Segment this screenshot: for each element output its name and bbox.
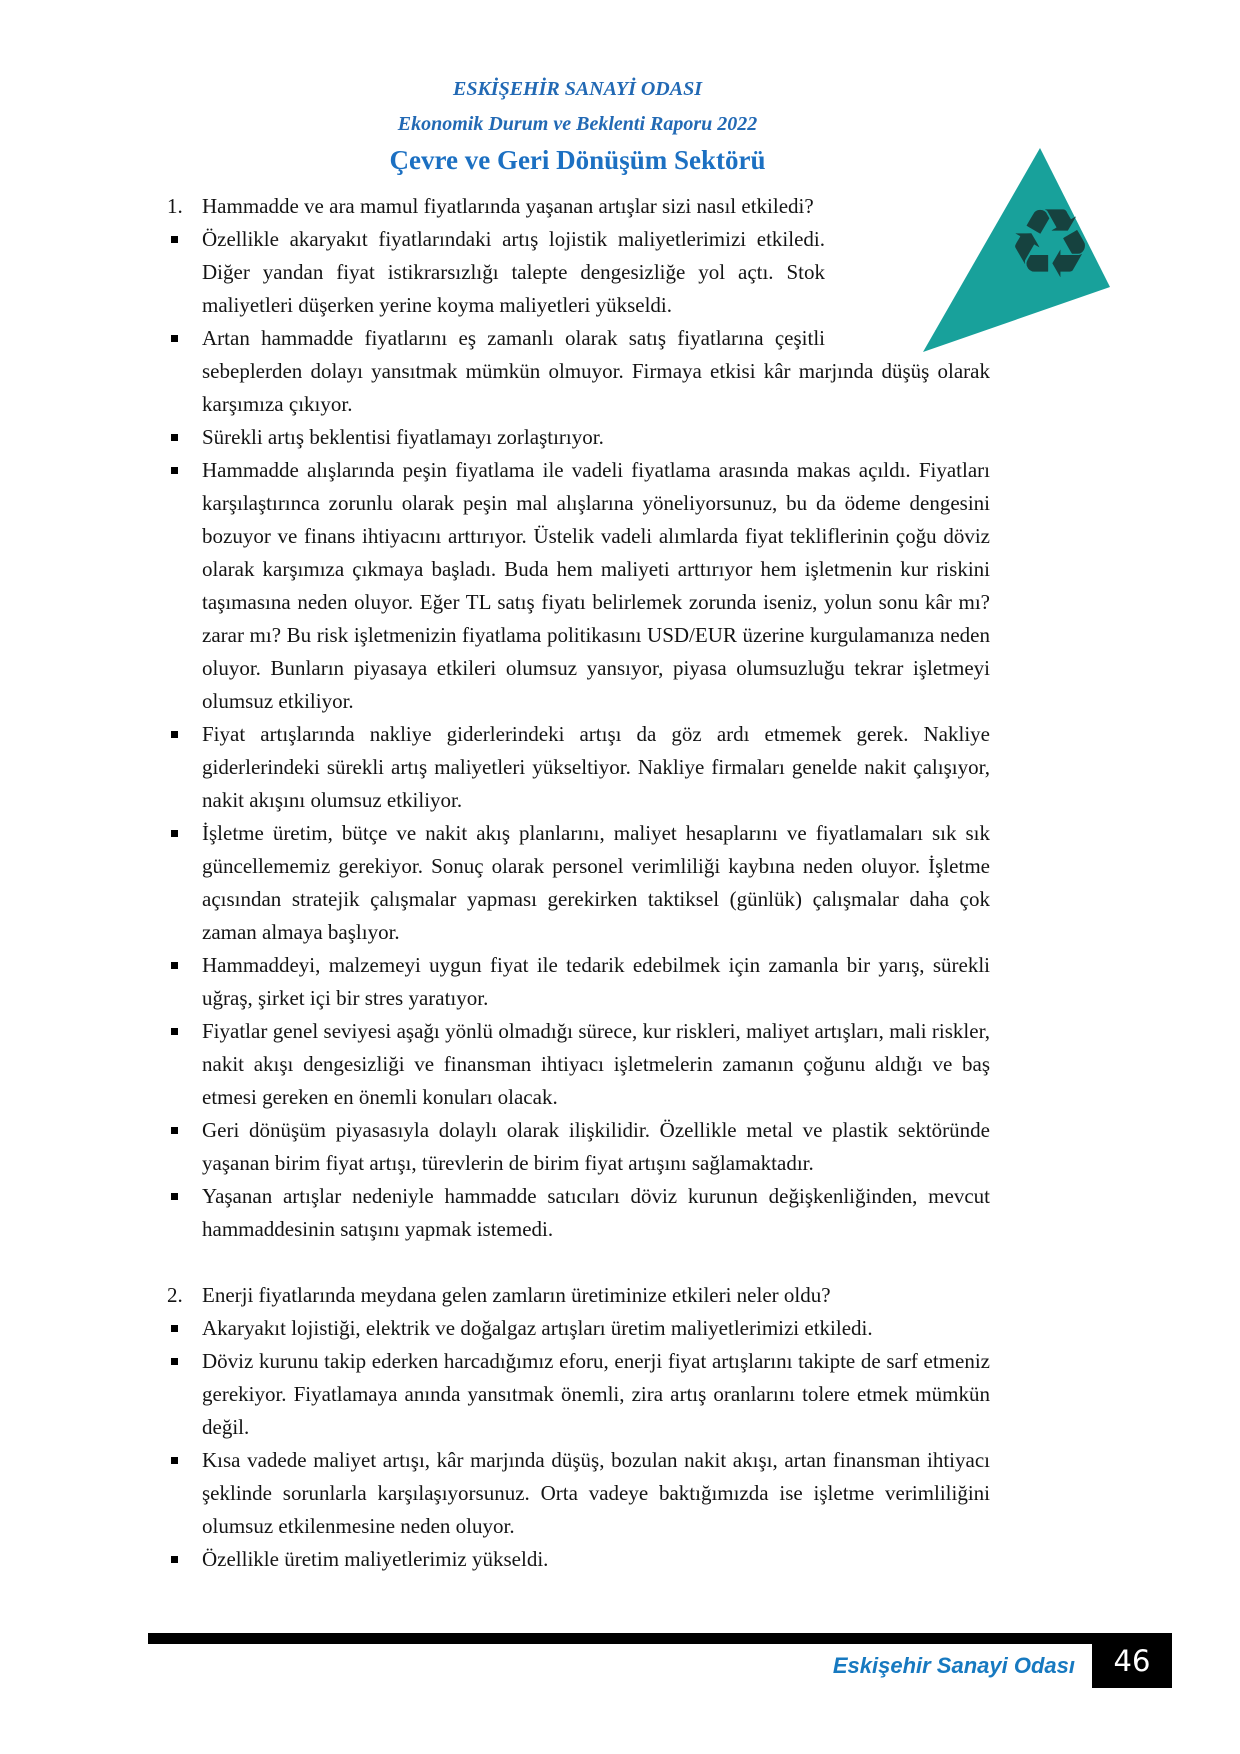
square-bullet-icon xyxy=(171,1028,178,1035)
question-number: 1. xyxy=(167,194,183,218)
list-item xyxy=(165,1543,990,1576)
square-bullet-icon xyxy=(171,335,178,342)
bullet-text: Yaşanan artışlar nedeniyle hammadde satıcıları döviz kurunun değişkenliğinden, mevcut hammaddesinin satışını yapmak istemedi. xyxy=(202,1184,990,1241)
list-item xyxy=(165,949,990,1015)
list-item xyxy=(165,1444,990,1543)
report-name: Ekonomik Durum ve Beklenti Raporu 2022 xyxy=(397,113,758,135)
list-item xyxy=(165,1114,990,1180)
square-bullet-icon xyxy=(171,1358,178,1365)
square-bullet-icon xyxy=(171,962,178,969)
footer-rule xyxy=(148,1633,1092,1644)
list-item xyxy=(165,1345,990,1444)
square-bullet-icon xyxy=(171,1193,178,1200)
footer-organization: Eskişehir Sanayi Odası xyxy=(832,1653,1075,1678)
question-number: 2. xyxy=(167,1283,183,1307)
question-item xyxy=(165,190,990,223)
square-bullet-icon xyxy=(171,1325,178,1332)
page-number-badge xyxy=(1092,1633,1172,1688)
list-item xyxy=(165,454,990,718)
document-header xyxy=(165,72,990,142)
bullet-text: Kısa vadede maliyet artışı, kâr marjında düşüş, bozulan nakit akışı, artan finansman ihtiyacı şeklinde sorunlarla karşılaşıyorsunuz. Orta vadeye baktığımızda ise işletme verimliliğini olumsuz etkilenmesine neden oluyor. xyxy=(202,1448,990,1538)
organization-name: ESKİŞEHİR SANAYİ ODASI xyxy=(452,78,702,100)
list-item xyxy=(165,223,990,322)
bullet-text: Akaryakıt lojistiği, elektrik ve doğalgaz artışları üretim maliyetlerimizi etkiledi. xyxy=(202,1316,873,1340)
square-bullet-icon xyxy=(171,467,178,474)
bullet-text: İşletme üretim, bütçe ve nakit akış planlarını, maliyet hesaplarını ve fiyatlamaları sık sık güncellememiz gerekiyor. Sonuç olarak personel verimliliği kaybına neden oluyor. İşletme açısından stratejik çalışmalar yapması gerekirken taktiksel (günlük) çalışmalar daha çok zaman almaya başlıyor. xyxy=(202,821,990,944)
square-bullet-icon xyxy=(171,1127,178,1134)
square-bullet-icon xyxy=(171,830,178,837)
bullet-text: Fiyatlar genel seviyesi aşağı yönlü olmadığı sürece, kur riskleri, maliyet artışları, mali riskler, nakit akışı dengesizliği ve finansman ihtiyacı işletmelerin zamanın çoğunu aldığı ve baş etmesi gereken en önemli konuları olacak. xyxy=(202,1019,990,1109)
page-title: Çevre ve Geri Dönüşüm Sektörü xyxy=(389,145,766,175)
bullet-text: Özellikle üretim maliyetlerimiz yükseldi. xyxy=(202,1547,549,1571)
bullet-text: Artan hammadde fiyatlarını eş zamanlı olarak satış fiyatlarına çeşitli sebeplerden dolayı yansıtmak mümkün olmuyor. Firmaya etkisi kâr marjında düşüş olarak karşımıza çıkıyor. xyxy=(202,326,990,416)
square-bullet-icon xyxy=(171,434,178,441)
question-text: Enerji fiyatlarında meydana gelen zamların üretiminize etkileri neler oldu? xyxy=(202,1283,831,1307)
bullet-text: Geri dönüşüm piyasasıyla dolaylı olarak ilişkilidir. Özellikle metal ve plastik sektöründe yaşanan birim fiyat artışı, türevlerin de birim fiyat artışını sağlamaktadır. xyxy=(202,1118,990,1175)
bullet-text: Fiyat artışlarında nakliye giderlerindeki artışı da göz ardı etmemek gerek. Nakliye giderlerindeki sürekli artış maliyetleri yükseltiyor. Nakliye firmaları genelde nakit çalışıyor, nakit akışını olumsuz etkiliyor. xyxy=(202,722,990,812)
content-column xyxy=(165,190,990,1576)
list-item xyxy=(165,1312,990,1345)
list-item xyxy=(165,421,990,454)
bullet-text: Sürekli artış beklentisi fiyatlamayı zorlaştırıyor. xyxy=(202,425,604,449)
list-item xyxy=(165,1015,990,1114)
bullet-text: Döviz kurunu takip ederken harcadığımız eforu, enerji fiyat artışlarını takipte de sarf etmeniz gerekiyor. Fiyatlamaya anında yansıtmak önemli, zira artış oranlarını tolere etmek mümkün değil. xyxy=(202,1349,990,1439)
bullet-text: Hammaddeyi, malzemeyi uygun fiyat ile tedarik edebilmek için zamanla bir yarış, sürekli uğraş, şirket içi bir stres yaratıyor. xyxy=(202,953,990,1010)
page-number: 46 xyxy=(1113,1643,1151,1678)
square-bullet-icon xyxy=(171,236,178,243)
list-item xyxy=(165,1180,990,1246)
square-bullet-icon xyxy=(171,1457,178,1464)
recycle-icon: ♻ xyxy=(1006,188,1094,300)
bullet-text: Hammadde alışlarında peşin fiyatlama ile vadeli fiyatlama arasında makas açıldı. Fiyatları karşılaştırınca zorunlu olarak peşin mal alışlarına yöneliyorsunuz, bu da ödeme dengesini bozuyor ve finans ihtiyacını arttırıyor. Üstelik vadeli alımlarda fiyat tekliflerinin çoğu döviz olarak karşımıza çıkmaya başladı. Buda hem maliyeti arttırıyor hem işletmenin kur riskini taşımasına neden oluyor. Eğer TL satış fiyatı belirlemek zorunda iseniz, yolun sonu kâr mı? zarar mı? Bu risk işletmenizin fiyatlama politikasını USD/EUR üzerine kurgulamanıza neden oluyor. Bunların piyasaya etkileri olumsuz yansıyor, piyasa olumsuzluğu tekrar işletmeyi olumsuz etkiliyor. xyxy=(202,458,990,713)
list-item xyxy=(165,322,990,421)
square-bullet-icon xyxy=(171,731,178,738)
bullet-text: Özellikle akaryakıt fiyatlarındaki artış lojistik maliyetlerimizi etkiledi. Diğer yandan fiyat istikrarsızlığı talepte dengesizliğe yol açtı. Stok maliyetleri düşerken yerine koyma maliyetleri yükseldi. xyxy=(202,227,825,317)
square-bullet-icon xyxy=(171,1556,178,1563)
question-text: Hammadde ve ara mamul fiyatlarında yaşanan artışlar sizi nasıl etkiledi? xyxy=(202,194,814,218)
list-item xyxy=(165,718,990,817)
question-item xyxy=(165,1279,990,1312)
list-item xyxy=(165,817,990,949)
